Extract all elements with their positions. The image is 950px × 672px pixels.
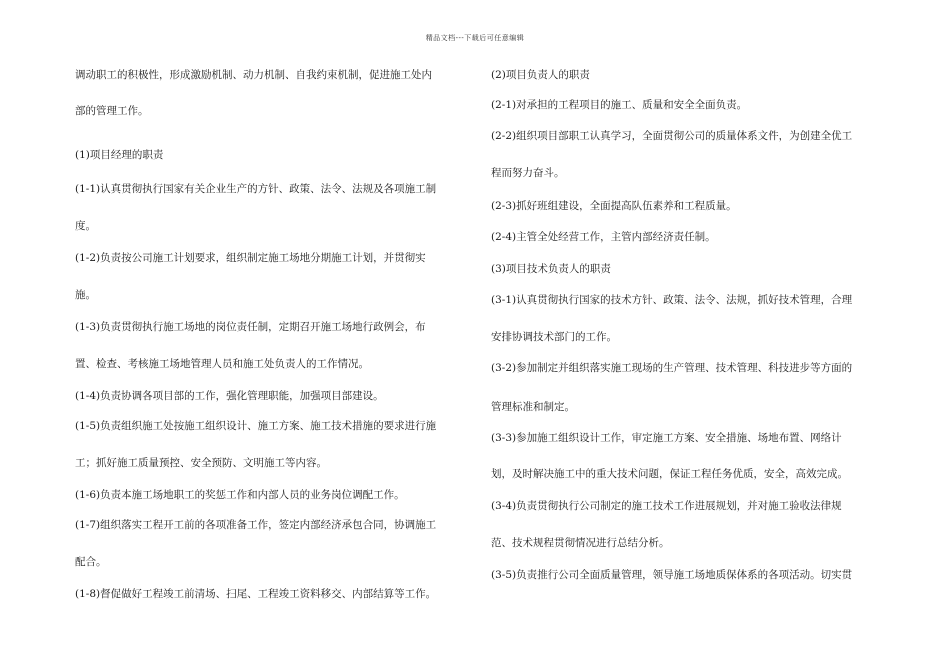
paragraph-line: (1-4)负责协调各项目部的工作，强化管理职能，加强项目部建设。 xyxy=(75,390,384,402)
paragraph-line: 工；抓好施工质量预控、安全预防、文明施工等内容。 xyxy=(75,457,327,469)
paragraph-line: (1-5)负责组织施工处按施工组织设计、施工方案、施工技术措施的要求进行施 xyxy=(75,420,437,432)
paragraph-line: (3-1)认真贯彻执行国家的技术方针、政策、法令、法规，抓好技术管理，合理 xyxy=(491,294,853,306)
paragraph-line: 程而努力奋斗。 xyxy=(491,167,565,179)
paragraph-line: (1-3)负责贯彻执行施工场地的岗位责任制，定期召开施工场地行政例会，布 xyxy=(75,321,426,333)
paragraph-line: (2-3)抓好班组建设，全面提高队伍素养和工程质量。 xyxy=(491,200,737,212)
paragraph-line: 范、技术规程贯彻情况进行总结分析。 xyxy=(491,537,670,549)
page-header: 精品文档---下载后可任意编辑 xyxy=(425,34,525,42)
paragraph-line: (3-2)参加制定并组织落实施工现场的生产管理、技术管理、科技进步等方面的 xyxy=(491,362,853,374)
paragraph-line: 度。 xyxy=(75,220,96,232)
paragraph-line: 部的管理工作。 xyxy=(75,105,149,117)
paragraph-line: 置、检查、考核施工场地管理人员和施工处负责人的工作情况。 xyxy=(75,358,369,370)
paragraph-line: 划，及时解决施工中的重大技术问题，保证工程任务优质，安全，高效完成。 xyxy=(491,468,848,480)
section-heading: (2)项目负责人的职责 xyxy=(491,69,590,81)
paragraph-line: (2-2)组织项目部职工认真学习，全面贯彻公司的质量体系文件，为创建全优工 xyxy=(491,130,853,142)
paragraph-line: (3-4)负责贯彻执行公司制定的施工技术工作进展规划，并对施工验收法律规 xyxy=(491,500,842,512)
paragraph-line: 配合。 xyxy=(75,556,107,568)
paragraph-line: 管理标准和制定。 xyxy=(491,401,575,413)
section-heading: (1)项目经理的职责 xyxy=(75,149,164,161)
paragraph-line: 安排协调技术部门的工作。 xyxy=(491,331,617,343)
paragraph-line: (2-1)对承担的工程项目的施工、质量和安全全面负责。 xyxy=(491,99,748,111)
paragraph-line: (1-2)负责按公司施工计划要求，组织制定施工场地分期施工计划，并贯彻实 xyxy=(75,252,426,264)
paragraph-line: 调动职工的积极性，形成激励机制、动力机制、自我约束机制，促进施工处内 xyxy=(75,69,432,81)
paragraph-line: (2-4)主管全处经营工作，主管内部经济责任制。 xyxy=(491,231,716,243)
paragraph-line: (1-8)督促做好工程竣工前清场、扫尾、工程竣工资料移交、内部结算等工作。 xyxy=(75,588,437,600)
paragraph-line: (3-5)负责推行公司全面质量管理，领导施工场地质保体系的各项活动。切实贯 xyxy=(491,569,853,581)
section-heading: (3)项目技术负责人的职责 xyxy=(491,263,611,275)
paragraph-line: (3-3)参加施工组织设计工作，审定施工方案、安全措施、场地布置、网络计 xyxy=(491,432,842,444)
paragraph-line: (1-7)组织落实工程开工前的各项准备工作，签定内部经济承包合同，协调施工 xyxy=(75,519,437,531)
paragraph-line: (1-6)负责本施工场地职工的奖惩工作和内部人员的业务岗位调配工作。 xyxy=(75,489,405,501)
paragraph-line: (1-1)认真贯彻执行国家有关企业生产的方针、政策、法令、法规及各项施工制 xyxy=(75,183,437,195)
paragraph-line: 施。 xyxy=(75,289,96,301)
